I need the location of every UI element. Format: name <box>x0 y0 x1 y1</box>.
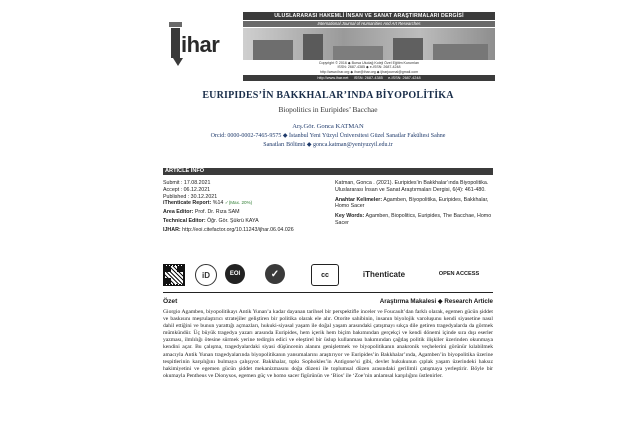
ithenticate-logo[interactable]: iThenticate <box>362 269 406 279</box>
header-eissn: e-ISSN: 2687-4248 <box>388 76 421 80</box>
affiliation-line: Sanatları Bölümü ◆ gonca.katman@yeniyuzyil.edu.tr <box>263 142 393 148</box>
copyright-text: Copyright © 2016 ◆ Bursa Uludağ Koleji Özel Eğitim Kurumları <box>318 61 420 65</box>
web-text: http://www.ihar.org ◆ ihar@ihar.org ◆ ijharjournal@gmail.com <box>319 69 419 74</box>
journal-title-en: International Journal of Humanities And Art Researches <box>243 21 495 27</box>
eoi-logo-icon[interactable]: EOI <box>225 264 245 284</box>
article-info-right <box>335 180 493 227</box>
article-info-left <box>163 180 328 234</box>
area-editor: Area Editor: Prof. Dr. Rıza SAM <box>163 209 240 216</box>
logo-text: ihar <box>181 32 220 57</box>
ithenticate-report: iThenticate Report: %14 ✓(Max. 20%) <box>163 200 253 207</box>
accept-date: Accept : 06.12.2021 <box>163 186 211 193</box>
qr-code-icon[interactable] <box>163 264 185 286</box>
header-info <box>243 61 495 74</box>
article-subtitle: Biopolitics in Euripides’ Bacchae <box>278 105 378 114</box>
submit-date: Submit : 17.08.2021 <box>163 180 211 186</box>
check-badge-icon[interactable]: ✓ <box>265 264 285 284</box>
citation: Katman, Gonca . (2021). Euripides’in Bakkhalar’ında Biyopolitika. Uluslararası İnsan ve Sanat Araştırmaları Dergisi, 6(4): 461-480. <box>335 180 489 193</box>
article-page <box>163 10 493 427</box>
open-access-logo[interactable]: OPEN ACCESS <box>438 271 480 277</box>
published-date: Published : 30.12.2021 <box>163 193 218 200</box>
header-banner-image <box>243 28 495 60</box>
doi-link[interactable]: http://eoi.citefactor.org/10.11243/ijhar.06.04.026 <box>182 226 294 233</box>
author-affiliation <box>163 132 493 150</box>
section-divider <box>163 292 493 293</box>
article-type: Araştırma Makalesi ◆ Research Article <box>379 298 493 305</box>
orcid-logo-icon[interactable]: iD <box>195 264 217 286</box>
issn-text: ISSN: 2687-4385 ◆ e-ISSN: 2687-4248 <box>337 65 401 70</box>
article-title: EURIPIDES’İN BAKKHALAR’INDA BİYOPOLİTİKA <box>202 90 454 101</box>
abstract-heading: Özet <box>163 298 178 305</box>
keywords-en: Key Words: Agamben, Biopolitics, Euripides, The Bacchae, Homo Sacer <box>335 213 492 226</box>
journal-logo <box>163 10 241 78</box>
creative-commons-icon[interactable]: cc <box>311 264 339 286</box>
author-name: Arş.Gör. Gonca KATMAN <box>292 123 364 130</box>
keywords-tr: Anahtar Kelimeler: Agamben, Biyopolitika, Euripides, Bakkhalar, Homo Sacer <box>335 196 489 210</box>
article-info-label: ARTICLE INFO <box>165 168 205 174</box>
journal-title-tr: ULUSLARARASI HAKEMLİ İNSAN VE SANAT ARAŞTIRMALARI DERGİSİ <box>243 12 495 20</box>
header-bottom-band <box>243 75 495 81</box>
header-issn: ISSN: 2687-4385 <box>353 76 383 80</box>
abstract-text: Giorgio Agamben, biyopolitikayı Antik Yunan’a kadar dayanan tarihsel bir perspektifle inceler ve Foucault’dan farklı olarak, egemen gücün şiddet ve baskısını meşrulaştırıcı stratejiler geliştiren bir politika olarak ele alır. Otorite sahibinin, insanın biyolojik varoluşunu kendi siyasetine nasıl dahil ettiğini ve bunun yarattığı açmazları, hukuki-siyasal yaşam ile doğal yaşam arasındaki çatışmayı sıkça dile getiren tragedyalarda da görmek mümkündür. Üç büyük tragedya yazarı arasında Euripides, hem içerik hem biçim bakımından gerçekçi ve kendi dönemi içinde sıra dışı eserler yazması, ilmlılığı ötesine sürmek yerine tedirgin edici ve eleştirel bir üslup kullanması bakımından çağdaş politik ilişkiler üzerinden okunmaya kendini açar. Bu çalışma, tragedyalardaki siyasi düşüncenin alanını genişletmek ve biyopolitikanın anakronik veçhelerini görünür kılabilmek amacıyla Antik Yunan tragedyalarında biyopolitikanın yansımalarını araştırıyor ve Euripides’in Bakkhalar’ında, Agamben’in biyopolitika üzerine tespitlerinin karşılığını bulmaya çalışıyor. Bakkhalar, tıpkı Sophokles’in Antigone’si gibi, devlet hukukunun çıplak yaşam üzerindeki haksız hakimiyetini ve egemen gücün şiddet mekanizmasını doğa düzeni ile toplumsal düzen arasındaki gerilimli çatışmaya yerleştirir. Böyle bir okumayla Pentheus ve Dionysos, egemen güç ve homo sacer figürünün ve ‘Bios’ ile ‘Zoe’nin anlamsal karşılığını üstlenirler. <box>163 309 493 379</box>
header-url[interactable]: http://www.ihar.net <box>317 76 349 80</box>
article-info-band <box>163 168 493 175</box>
doi-line: IJHAR: http://eoi.citefactor.org/10.11243/ijhar.06.04.026 <box>163 226 294 233</box>
orcid-line: Orcid: 0000-0002-7465-9575 ◆ İstanbul Yeni Yüzyıl Üniversitesi Güzel Sanatlar Fakültesi Sahne <box>210 133 446 139</box>
indexing-logos <box>163 264 493 286</box>
technical-editor: Technical Editor: Öğr. Gör. Şükrü KAYA <box>163 217 259 224</box>
